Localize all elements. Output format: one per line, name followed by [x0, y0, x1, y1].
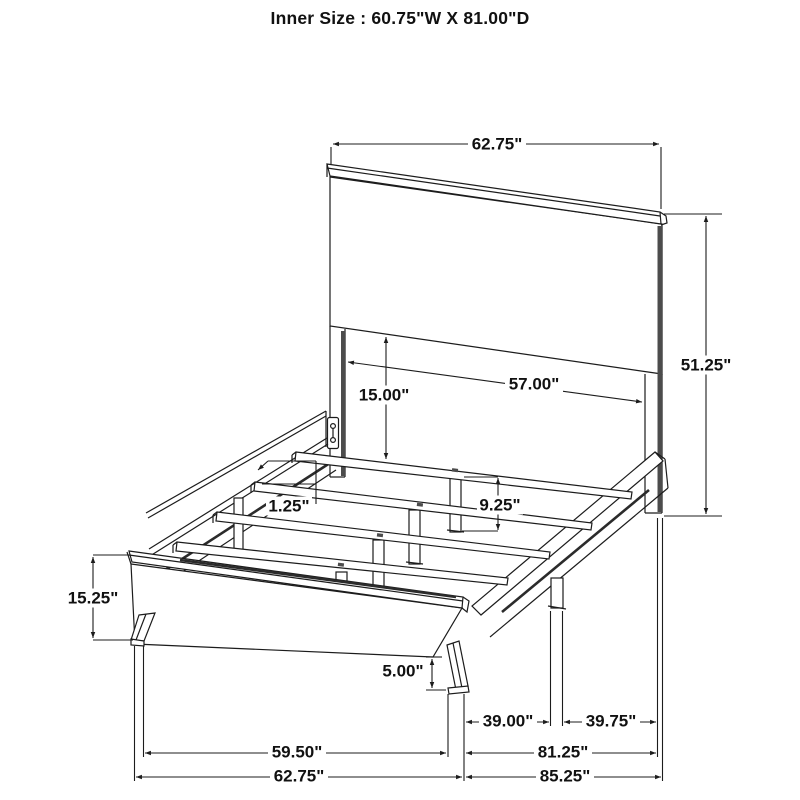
dim-footboard-inner-width [145, 743, 446, 762]
rear-leg-span-label: 39.75" [585, 711, 637, 731]
dim-rear-leg-span [564, 712, 656, 731]
footboard-inner-width-label: 59.50" [271, 742, 323, 762]
headboard-width-label: 62.75" [471, 134, 523, 154]
slat-thickness-label: 1.25" [268, 496, 310, 516]
inner-size-title: Inner Size : 60.75"W X 81.00"D [270, 8, 530, 28]
right-post-shadow-edge [658, 226, 663, 512]
center-leg-1 [447, 477, 464, 532]
front-leg-span-label: 39.00" [482, 711, 534, 731]
dim-footboard-width [136, 767, 462, 786]
center-leg-height-label: 9.25" [479, 495, 521, 515]
right-rail-middle-leg [548, 578, 566, 609]
footboard-height-label: 15.25" [67, 588, 119, 608]
overall-depth-label: 85.25" [539, 766, 591, 786]
dim-footboard-height [64, 555, 133, 640]
rail-inner-length-label: 81.25" [537, 742, 589, 762]
headboard [327, 164, 667, 513]
slats [173, 452, 632, 585]
dim-rail-inner-length [466, 743, 656, 762]
footboard [127, 551, 469, 657]
dim-headboard-height [664, 214, 735, 516]
headboard-clearance-label: 15.00" [358, 385, 410, 405]
dim-headboard-clearance [355, 337, 413, 459]
footboard-width-label: 62.75" [273, 766, 325, 786]
corner-leg [447, 641, 469, 694]
dim-overall-depth [466, 767, 661, 786]
inner-width-label: 57.00" [508, 374, 560, 394]
dim-floor-clearance [380, 657, 446, 690]
dim-front-leg-span [466, 712, 549, 731]
floor-clearance-label: 5.00" [382, 661, 424, 681]
rail-hook-bracket [328, 418, 339, 449]
headboard-height-label: 51.25" [680, 355, 732, 375]
left-post-shadow-edge [341, 331, 345, 476]
